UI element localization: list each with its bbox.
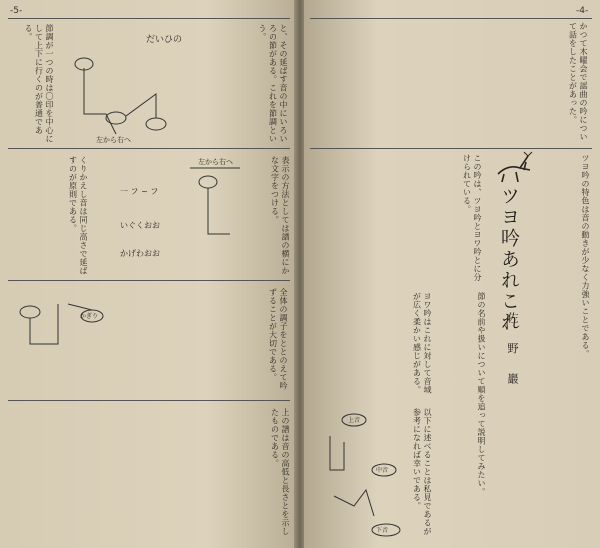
left-page [0,0,296,548]
body-text: かつて木曜会で謡曲の吟について話をしたことがあった。 [568,22,588,141]
vocal-notation-diagram [90,154,246,278]
notation-label: いぐくおお [120,221,160,230]
body-text: この吟は、ツヨ吟とヨワ吟とに分けられている。 [462,154,482,282]
body-text: ツヨ吟の特色は音の動きが少なく力強いことである。 [581,154,590,358]
notation-label: だいひの [146,35,183,45]
top-rule [8,18,290,19]
body-text: 表示の方法としては譜の横にかな文字をつける。 [270,156,290,275]
vocal-notation-diagram [314,406,418,540]
notation-label: 左から右へ [198,158,233,166]
article-title: ツヨ吟あれこれ [498,186,520,333]
body-text: 上の譜は音の高低と長さとを示したものである。 [270,408,290,536]
notation-label: かげわおお [120,249,160,258]
section-rule [310,148,592,149]
body-text: 全体の調子をととのえて吟ずることが大切である。 [268,288,288,390]
notation-label: 中音 [376,467,389,474]
notation-label: 左から右へ [96,136,131,144]
body-text: と、その延ばす音の中にいろいろの節がある。これを節調という。 [258,24,288,143]
notation-label: かぎり [80,313,99,320]
vocal-notation-diagram [56,24,183,144]
notation-label: 一 フ ~ フ [120,187,159,196]
page-number-right: -4- [576,6,589,16]
page-number-left: -5- [10,6,23,16]
notation-label: 下音 [376,527,389,534]
section-rule [8,148,290,149]
notation-label: 上音 [348,417,361,424]
section-rule [8,400,290,401]
body-text: ヨワ吟はこれに対して音域が広く柔かい感じがある。 [412,292,432,394]
vocal-notation-diagram [8,284,118,396]
section-rule [8,280,290,281]
top-rule [310,18,592,19]
deer-illustration [494,150,534,184]
right-page [304,0,600,548]
body-text: 以下に述べることは私見であるが参考になれば幸いである。 [412,408,432,536]
article-author: 佐 野 巖 [506,312,519,392]
body-text: くりかえし音は同じ高さで延ばすのが原則である。 [68,156,88,275]
body-text: 節の名前や扱いについて順を追って説明してみたい。 [477,292,486,496]
body-text: 節調が一つの時は〇印を中心にして上下に行くのが普通である。 [24,24,54,143]
